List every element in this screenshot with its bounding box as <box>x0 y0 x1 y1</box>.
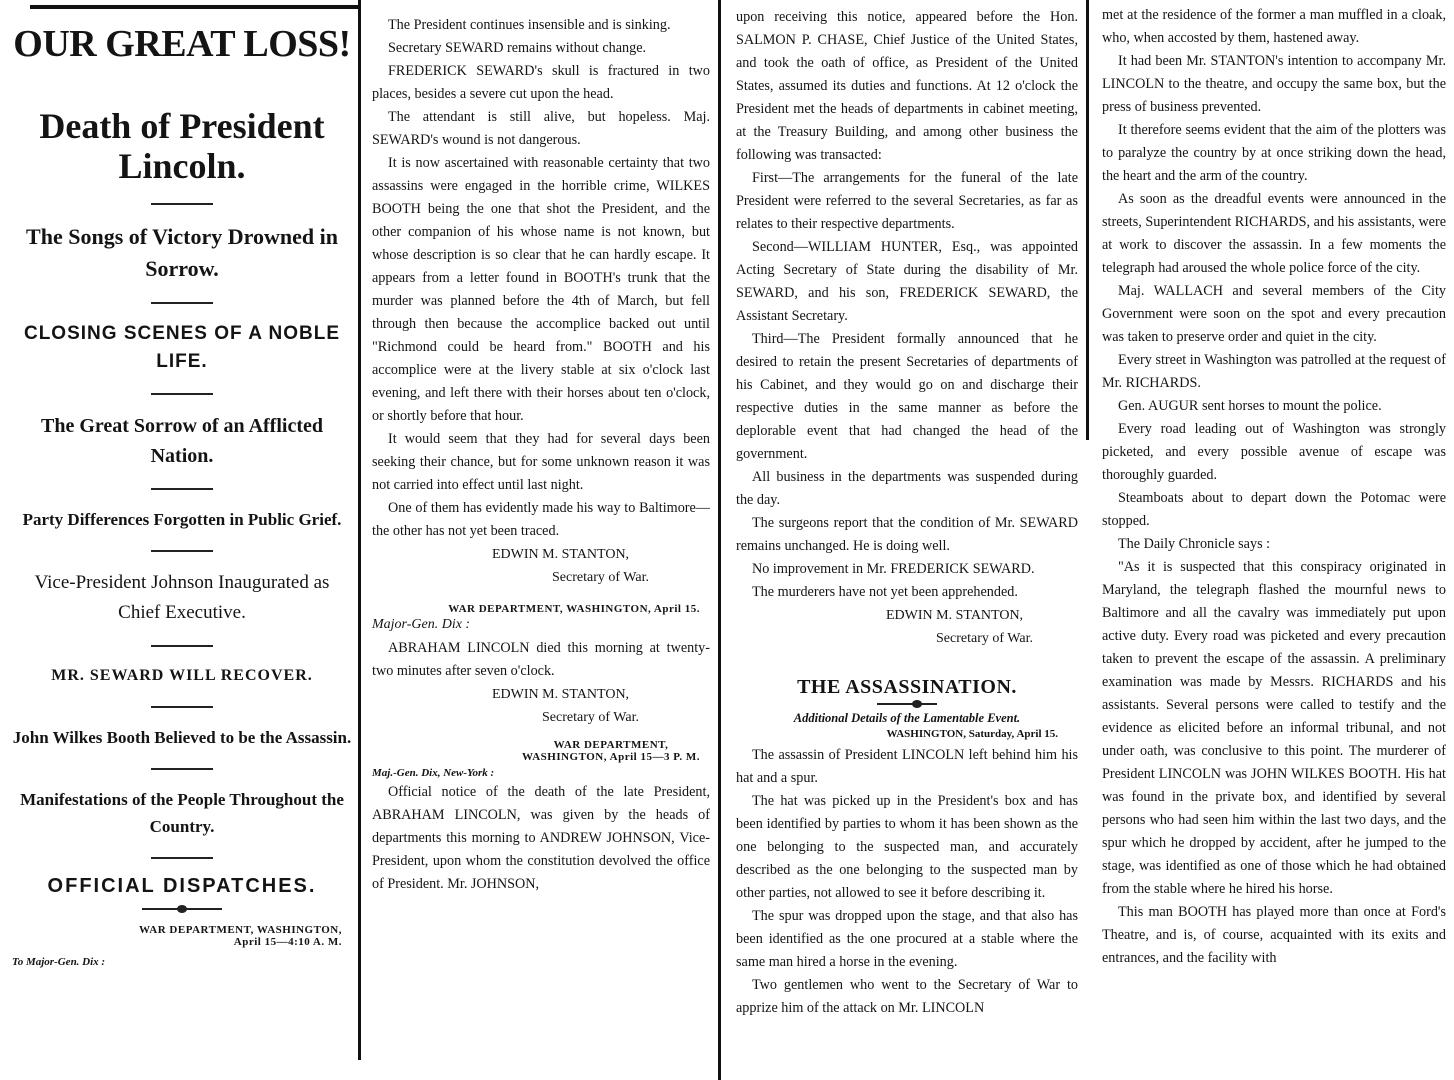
paragraph: Maj. WALLACH and several members of the City Government were soon on the spot and every precaution was taken to preserve order and quiet in the city. <box>1102 283 1446 345</box>
paragraph: Third—The President formally announced that he desired to retain the present Secretaries of departments of his Cabinet, and they would go on and discharge their respective duties in the same manner as before the deplorable event that had changed the head of the government. <box>736 331 1078 462</box>
paragraph: It is now ascertained with reasonable certainty that two assassins were engaged in the horrible crime, WILKES BOOTH being the one that shot the President, and the other companion of his whose name is not known, but whose description is so clear that he can hardly escape. It appears from a letter found in BOOTH's trunk that the murder was planned before the 4th of March, but fell through then because the accomplice backed out until "Richmond could be heard from." BOOTH and his accomplice were at the livery stable at six o'clock last evening, and left there with their horses about ten o'clock, or shortly before that hour. <box>372 155 710 424</box>
dateline-place: WAR DEPARTMENT, WASHINGTON, <box>139 924 342 936</box>
signature-name: EDWIN M. STANTON, <box>886 608 1024 623</box>
dateline-time: WASHINGTON, April 15—3 P. M. <box>521 751 701 763</box>
divider <box>151 645 213 647</box>
divider <box>151 302 213 304</box>
paragraph: Steamboats about to depart down the Potomac were stopped. <box>1102 490 1446 529</box>
paragraph: The Daily Chronicle says : <box>1118 536 1271 552</box>
column-rule <box>718 0 721 1080</box>
songs-headline: The Songs of Victory Drowned in Sorrow. <box>26 224 338 281</box>
paragraph: Every street in Washington was patrolled at the request of Mr. RICHARDS. <box>1102 352 1446 391</box>
dateline <box>12 924 342 948</box>
paragraph: The hat was picked up in the President's box and has been identified by parties to whom it has been shown as the one belonging to the suspected man, and accurately described as the one belonging to the suspected man by other parties, not allowed to see it before describing it. <box>736 793 1078 901</box>
vice-president-headline: Vice-President Johnson Inaugurated as Chief Executive. <box>34 572 330 623</box>
closing-scenes-headline: CLOSING SCENES OF A NOBLE LIFE. <box>23 323 340 372</box>
salutation: Major-Gen. Dix : <box>372 617 471 632</box>
signature-title: Secretary of War. <box>936 631 1033 646</box>
paragraph: The murderers have not yet been apprehended. <box>752 584 1018 600</box>
paragraph: FREDERICK SEWARD's skull is fractured in two places, besides a severe cut upon the head. <box>372 63 710 102</box>
booth-headline: John Wilkes Booth Believed to be the Assassin. <box>12 728 352 747</box>
dateline-time: April 15—4:10 A. M. <box>233 936 342 948</box>
paragraph: It therefore seems evident that the aim of the plotters was to paralyze the country by at once striking down the head, the heart and the arm of the country. <box>1102 122 1446 184</box>
signature-title: Secretary of War. <box>542 710 639 725</box>
paragraph: One of them has evidently made his way to Baltimore—the other has not yet been traced. <box>372 500 710 539</box>
death-headline: Death of President Lincoln. <box>39 106 325 186</box>
signature-title: Secretary of War. <box>552 570 649 585</box>
divider <box>151 857 213 859</box>
paragraph: All business in the departments was suspended during the day. <box>736 469 1078 508</box>
divider <box>151 488 213 490</box>
paragraph: upon receiving this notice, appeared before the Hon. SALMON P. CHASE, Chief Justice of the United States, and took the oath of office, as President of the United States, assumed its duties and functions. At 12 o'clock the President met the heads of departments in cabinet meeting, at the Treasury Building, and among other business the following was transacted: <box>736 9 1078 163</box>
paragraph: Secretary SEWARD remains without change. <box>388 40 647 56</box>
paragraph: Every road leading out of Washington was strongly picketed, and every possible avenue of escape was thoroughly guarded. <box>1102 421 1446 483</box>
section-headline: THE ASSASSINATION. <box>797 676 1017 698</box>
ornament-divider <box>142 908 222 910</box>
divider <box>151 768 213 770</box>
paragraph: The spur was dropped upon the stage, and that also has been identified as the one procured at a stable where the same man hired a horse in the evening. <box>736 908 1078 970</box>
column-rule <box>1086 0 1089 440</box>
salutation: To Major-Gen. Dix : <box>12 956 106 968</box>
salutation: Maj.-Gen. Dix, New-York : <box>372 767 495 779</box>
headline-column <box>0 0 362 1080</box>
article-column-3 <box>728 0 1086 1080</box>
masthead: OUR GREAT LOSS! <box>13 23 351 65</box>
dateline: WASHINGTON, Saturday, April 15. <box>886 728 1058 740</box>
dateline: WAR DEPARTMENT, WASHINGTON, April 15. <box>448 603 700 615</box>
dateline-place: WAR DEPARTMENT, <box>553 739 669 751</box>
paragraph: It would seem that they had for several days been seeking their chance, but for some unknown reason it was not carried into effect until last night. <box>372 431 710 493</box>
article-column-2 <box>362 0 718 1080</box>
party-differences-headline: Party Differences Forgotten in Public Grief. <box>22 510 342 529</box>
paragraph: met at the residence of the former a man muffled in a cloak, who, when accosted by them, hastened away. <box>1102 7 1446 46</box>
divider <box>151 550 213 552</box>
paragraph: Two gentlemen who went to the Secretary of War to apprize him of the attack on Mr. LINCOLN <box>736 977 1078 1016</box>
paragraph: It had been Mr. STANTON's intention to accompany Mr. LINCOLN to the theatre, and occupy the same box, but the press of business prevented. <box>1102 53 1446 115</box>
paragraph: The attendant is still alive, but hopeless. Maj. SEWARD's wound is not dangerous. <box>372 109 710 148</box>
paragraph: The surgeons report that the condition of Mr. SEWARD remains unchanged. He is doing well. <box>736 515 1078 554</box>
paragraph: Gen. AUGUR sent horses to mount the police. <box>1118 398 1382 414</box>
great-sorrow-headline: The Great Sorrow of an Afflicted Nation. <box>40 415 323 467</box>
seward-recover-headline: MR. SEWARD WILL RECOVER. <box>51 667 313 684</box>
paragraph: The assassin of President LINCOLN left behind him his hat and a spur. <box>736 747 1078 786</box>
paragraph: This man BOOTH has played more than once at Ford's Theatre, and is, of course, acquainted with its exits and entrances, and the facility with <box>1102 904 1446 966</box>
official-dispatches-headline: OFFICIAL DISPATCHES. <box>47 875 317 897</box>
ornament-divider <box>877 703 937 705</box>
paragraph: The President continues insensible and is sinking. <box>388 17 671 33</box>
sub-headline: Additional Details of the Lamentable Event. <box>793 711 1021 725</box>
signature-name: EDWIN M. STANTON, <box>492 687 630 702</box>
paragraph: First—The arrangements for the funeral of the late President were referred to the several Secretaries, as far as relates to their respective departments. <box>736 170 1078 232</box>
divider <box>151 706 213 708</box>
paragraph: ABRAHAM LINCOLN died this morning at twenty-two minutes after seven o'clock. <box>372 640 710 679</box>
paragraph: Official notice of the death of the late President, ABRAHAM LINCOLN, was given by the heads of departments this morning to ANDREW JOHNSON, Vice-President, upon whom the constitution devolved the office of President. Mr. JOHNSON, <box>372 784 710 892</box>
signature-name: EDWIN M. STANTON, <box>492 547 630 562</box>
paragraph: As soon as the dreadful events were announced in the streets, Superintendent RICHARDS, and his assistants, were at work to discover the assassin. In a few moments the telegraph had aroused the whole police force of the city. <box>1102 191 1447 276</box>
manifestations-headline: Manifestations of the People Throughout the Country. <box>20 790 344 836</box>
article-column-4 <box>1094 0 1454 1080</box>
divider <box>151 203 213 205</box>
paragraph: No improvement in Mr. FREDERICK SEWARD. <box>752 561 1035 577</box>
paragraph: Second—WILLIAM HUNTER, Esq., was appointed Acting Secretary of State during the disability of Mr. SEWARD, and his son, FREDERICK SEWARD, the Assistant Secretary. <box>736 239 1078 324</box>
divider <box>151 393 213 395</box>
paragraph: "As it is suspected that this conspiracy originated in Maryland, the telegraph flashed the mournful news to Baltimore and all the cavalry was immediately put upon active duty. Every road was picketed and every precaution taken to prevent the escape of the assassin. A preliminary examination was made by Messrs. RICHARDS and his assistants. Several persons were called to testify and the evidence as elicited before an informal tribunal, and not under oath, was conclusive to this point. The murderer of President LINCOLN was JOHN WILKES BOOTH. His hat was found in the private box, and identified by several persons who had seen him within the last two days, and the spur which he dropped by accident, after he jumped to the stage, was identified as one of those which he had obtained from the stable where he hired his horse. <box>1102 559 1446 897</box>
